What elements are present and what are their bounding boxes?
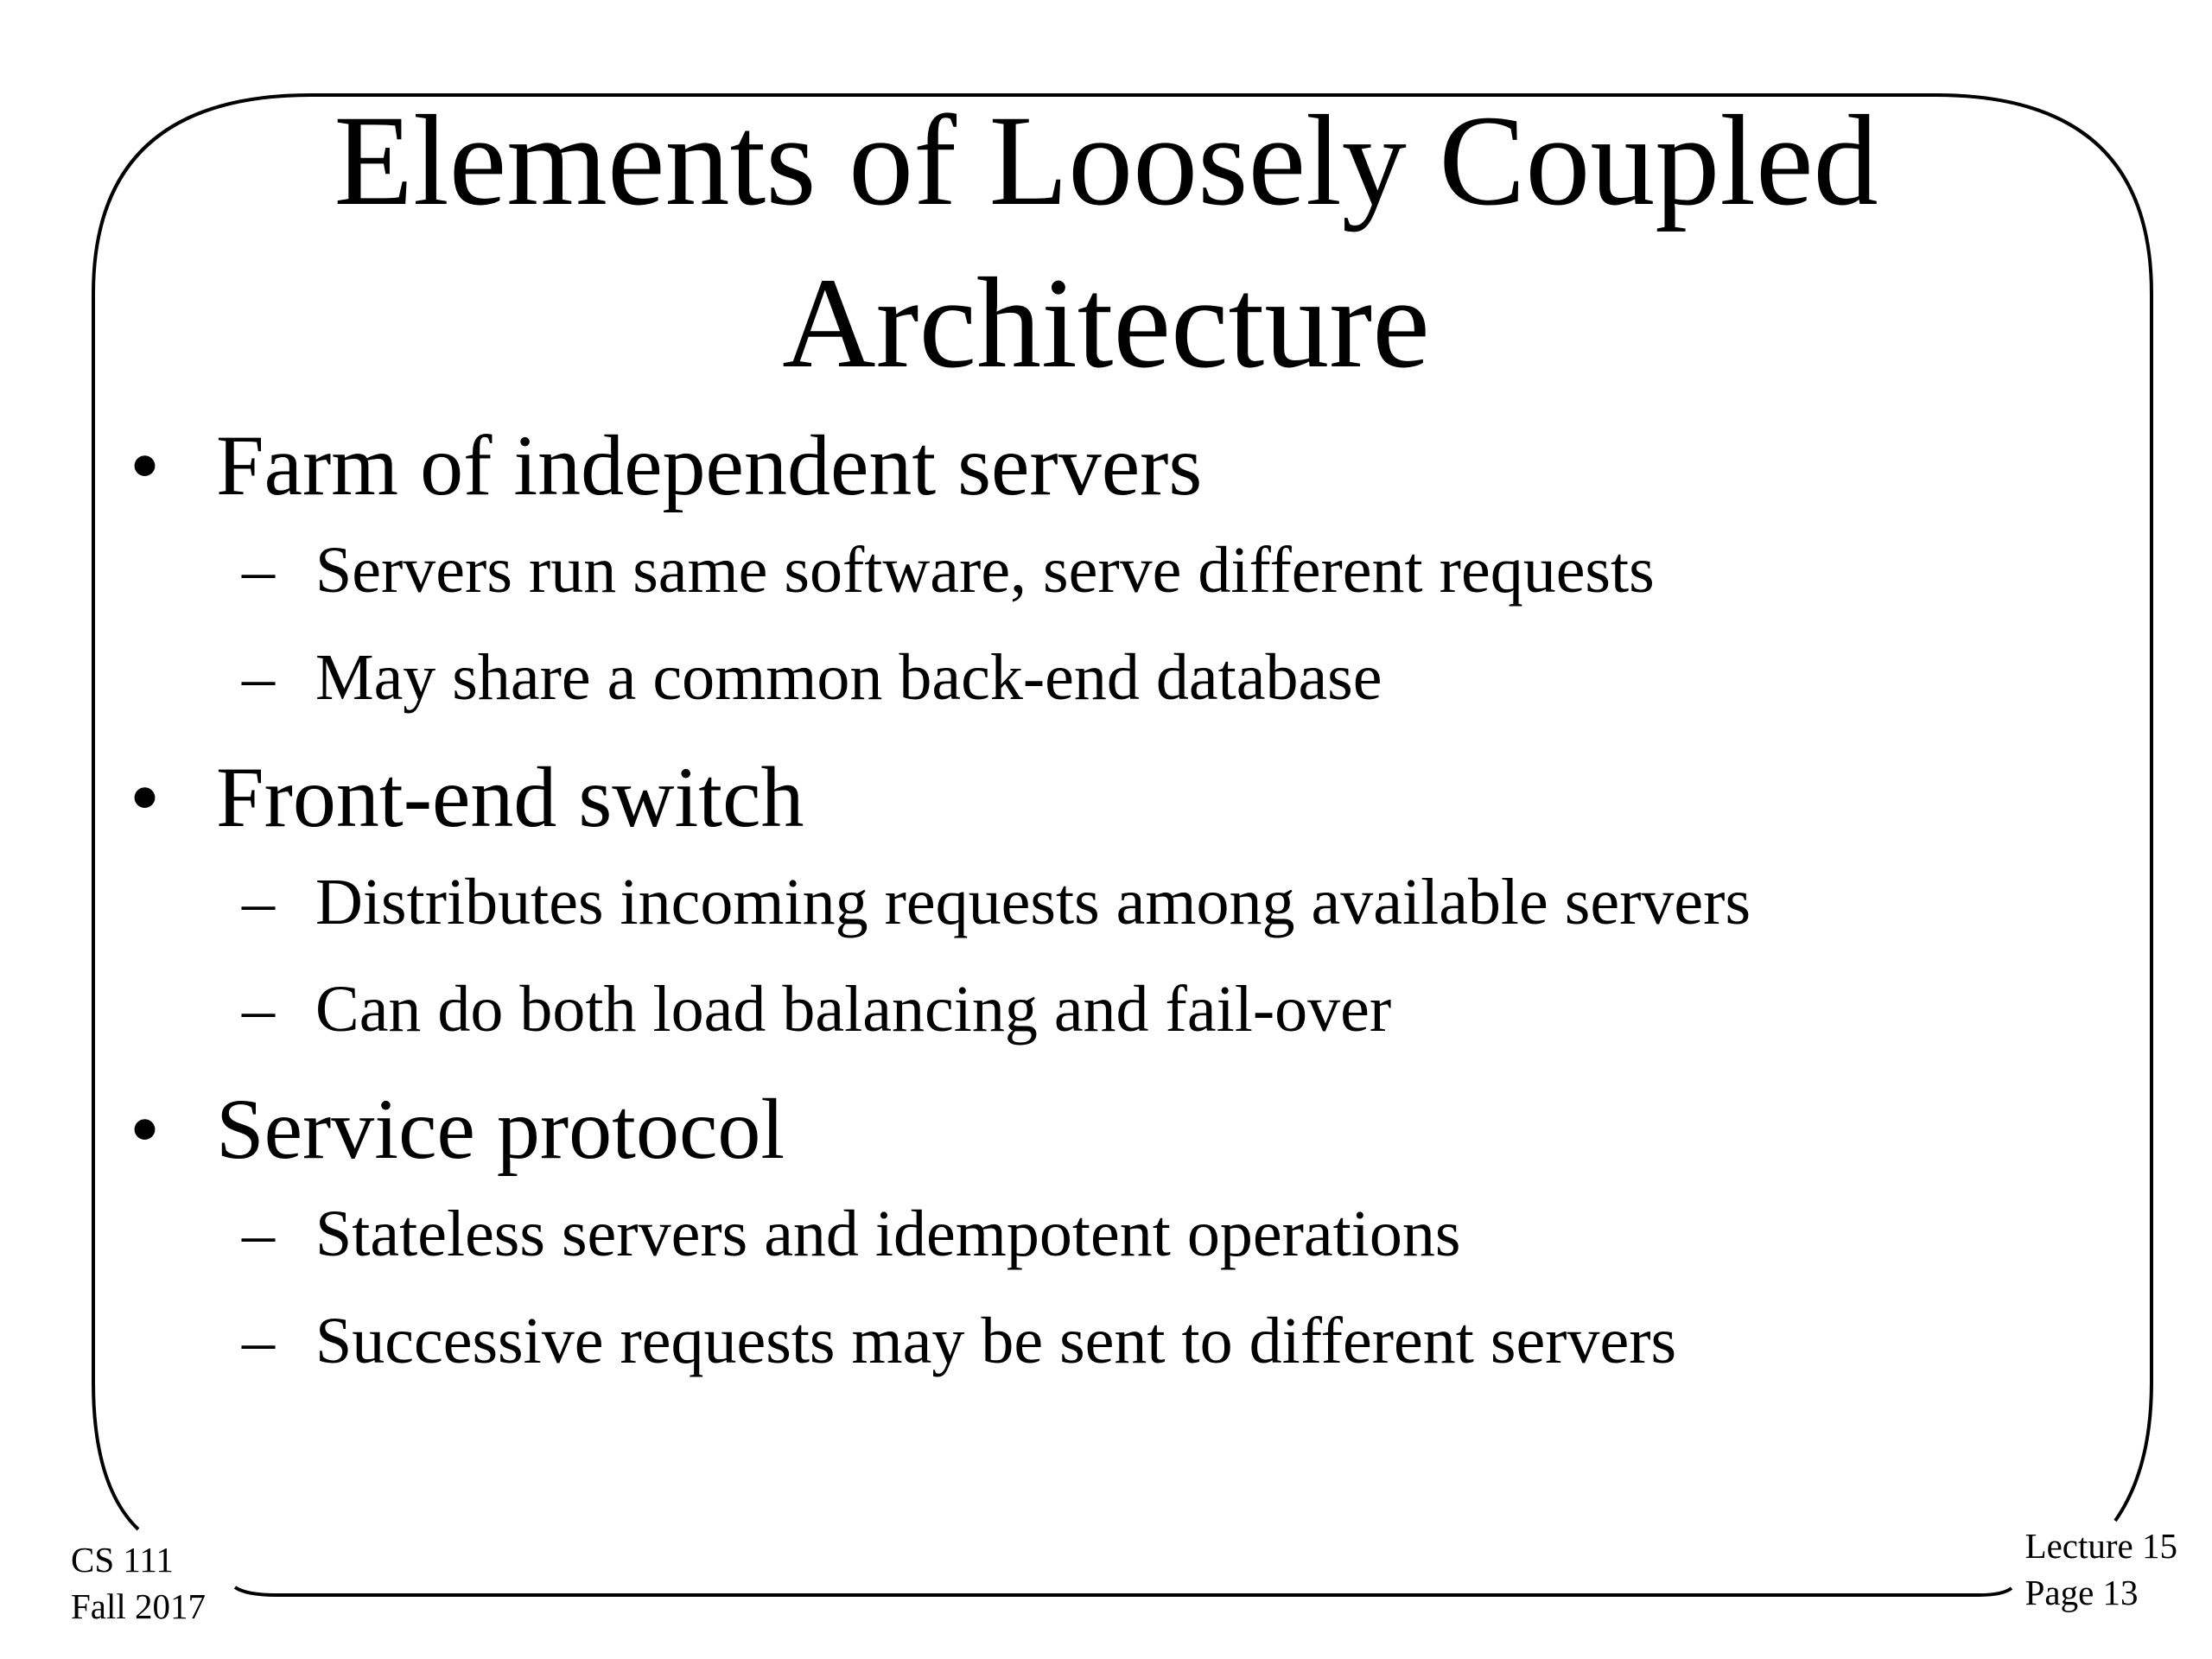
dash-marker: –: [242, 641, 275, 714]
dash-marker: –: [242, 973, 275, 1046]
sub-item: [130, 624, 2117, 731]
sub-item: [130, 956, 2117, 1063]
sub-list: [130, 517, 2117, 731]
sub-item: [130, 849, 2117, 956]
bullet-item: [130, 747, 2117, 849]
bullet-marker: •: [130, 417, 161, 513]
sub-item: [130, 1287, 2117, 1395]
page-number: Page 13: [2024, 1573, 2139, 1612]
bullet-group-1: [130, 415, 2117, 731]
bullet-item: [130, 1078, 2117, 1180]
lecture-number: Lecture 15: [2024, 1526, 2177, 1566]
sub-list: [130, 1180, 2117, 1395]
sub-list: [130, 849, 2117, 1063]
bullet-text: Service protocol: [216, 1081, 785, 1177]
bullet-marker: •: [130, 1081, 161, 1177]
dash-marker: –: [242, 1305, 275, 1377]
sub-text: May share a common back-end database: [315, 641, 1382, 714]
footer-course-info: [71, 1536, 206, 1630]
sub-text: Servers run same software, serve different requests: [315, 534, 1655, 607]
dash-marker: –: [242, 534, 275, 607]
bullet-marker: •: [130, 749, 161, 845]
title-line-2: Architecture: [782, 251, 1430, 395]
bullet-group-2: [130, 747, 2117, 1063]
bullet-text: Front-end switch: [216, 749, 804, 845]
title-line-1: Elements of Loosely Coupled: [334, 89, 1878, 232]
sub-item: [130, 1180, 2117, 1287]
slide-body: [130, 415, 2117, 1410]
sub-text: Distributes incoming requests among available servers: [315, 866, 1751, 938]
bullet-item: [130, 415, 2117, 517]
sub-text: Can do both load balancing and fail-over: [315, 973, 1392, 1046]
bullet-text: Farm of independent servers: [216, 417, 1203, 513]
slide-title: [156, 79, 2056, 404]
course-term: Fall 2017: [71, 1586, 207, 1626]
course-code: CS 111: [71, 1540, 174, 1580]
sub-text: Successive requests may be sent to different servers: [315, 1305, 1677, 1377]
sub-item: [130, 517, 2117, 624]
footer-page-info: [2025, 1522, 2177, 1616]
dash-marker: –: [242, 1198, 275, 1270]
bullet-group-3: [130, 1078, 2117, 1395]
dash-marker: –: [242, 866, 275, 938]
sub-text: Stateless servers and idempotent operations: [315, 1198, 1461, 1270]
